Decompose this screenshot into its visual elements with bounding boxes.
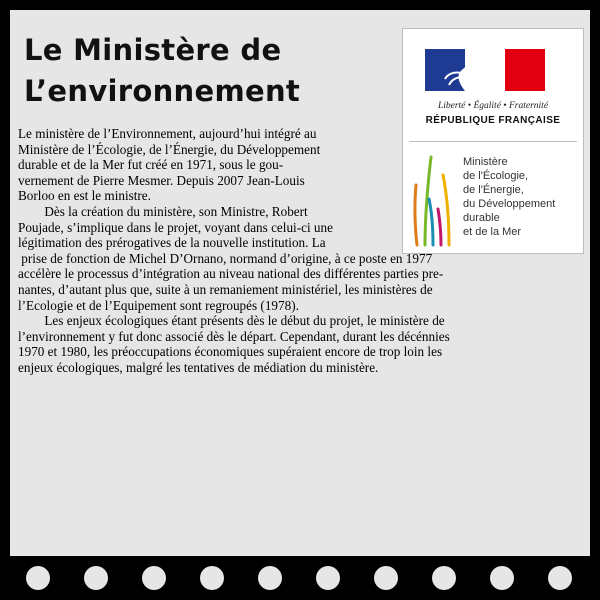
binding-hole	[142, 566, 166, 590]
binding-holes	[0, 563, 600, 593]
ministry-line: de l'Énergie,	[463, 184, 524, 196]
body-line: nantes, d’autant plus que, suite à un remaniement ministériel, les ministères de	[18, 281, 433, 297]
body-line: Borloo en est le ministre.	[18, 188, 151, 204]
body-line: durable et de la Mer fut créé en 1971, sous le gou-	[18, 157, 284, 173]
title-line-1: Le Ministère de	[24, 33, 282, 67]
ministry-name	[463, 155, 581, 239]
binding-hole	[316, 566, 340, 590]
ministry-line: durable	[463, 212, 500, 224]
ministry-line: Ministère	[463, 156, 508, 168]
binding-hole	[490, 566, 514, 590]
title-line-2: L’environnement	[24, 74, 301, 108]
page-panel	[10, 10, 590, 556]
body-line: prise de fonction de Michel D’Ornano, normand d’origine, à ce poste en 1977	[18, 250, 433, 266]
binding-hole	[432, 566, 456, 590]
ministry-line: de l'Écologie,	[463, 170, 529, 182]
body-line: enjeux écologiques, malgré les tentatives de médiation du ministère.	[18, 359, 379, 375]
body-line: 1970 et 1980, les préoccupations économiques supéraient encore de trop loin les	[18, 344, 443, 360]
republique-francaise-text: RÉPUBLIQUE FRANÇAISE	[425, 115, 561, 126]
body-line: Poujade, s’implique dans le projet, voyant dans celui-ci une	[18, 219, 333, 235]
body-line: Les enjeux écologiques étant présents dès le début du projet, le ministère de	[18, 313, 445, 329]
body-line: l’Ecologie et de l’Equipement sont regroupés (1978).	[18, 297, 299, 313]
binding-hole	[374, 566, 398, 590]
binding-hole	[84, 566, 108, 590]
body-line: Ministère de l’Écologie, de l’Énergie, du Développement	[18, 141, 321, 157]
motto-text: Liberté • Égalité • Fraternité	[437, 101, 549, 111]
binding-hole	[26, 566, 50, 590]
body-line: vernement de Pierre Mesmer. Depuis 2007 Jean-Louis	[18, 172, 305, 188]
body-line: légitimation des prérogatives de la nouvelle institution. La	[18, 235, 326, 251]
ministry-line: du Développement	[463, 198, 556, 210]
marianne-flag-icon	[425, 49, 545, 91]
binding-hole	[548, 566, 572, 590]
binding-hole	[200, 566, 224, 590]
binding-hole	[258, 566, 282, 590]
article-body	[18, 126, 450, 376]
ministry-line: et de la Mer	[463, 226, 522, 238]
body-line: Le ministère de l’Environnement, aujourd’hui intégré au	[18, 126, 317, 141]
body-line: Dès la création du ministère, son Ministre, Robert	[18, 203, 308, 219]
body-line: l’environnement y fut donc associé dès le départ. Cependant, durant les décénnies	[18, 328, 450, 344]
page-title	[24, 30, 300, 112]
body-line: accélère le processus d’intégration au niveau national des différentes parties pre-	[18, 266, 444, 282]
